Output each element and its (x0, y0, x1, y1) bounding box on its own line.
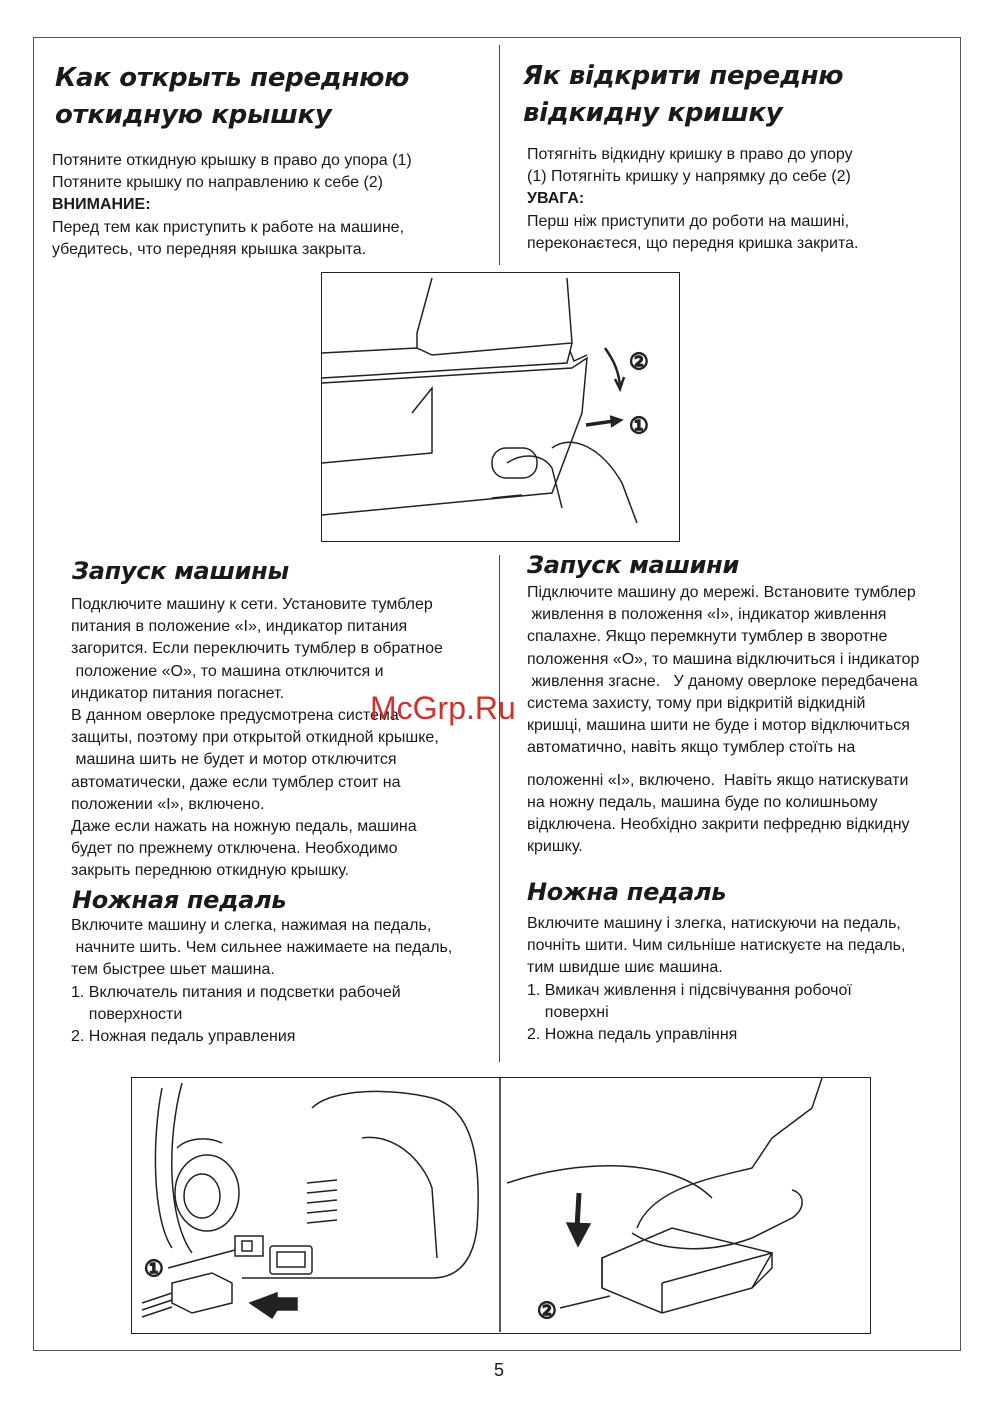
text-line: Потяните откидную крышку в право до упора (1) (52, 152, 412, 169)
text-line: 2. Ножна педаль управління (527, 1025, 738, 1043)
uk-cover-text (527, 144, 858, 255)
title-line: Как открыть переднюю (55, 63, 410, 93)
text-line: загорится. Если переключить тумблер в обратное (71, 640, 443, 658)
text-line: положення «O», то машина відключиться і індикатор (527, 650, 920, 668)
title-line: откидную крышку (55, 100, 332, 130)
uk-pedal-text (527, 913, 905, 1046)
text-line: 2. Ножная педаль управления (71, 1027, 296, 1045)
callout-2: ② (629, 350, 649, 375)
ru-cover-title (55, 60, 409, 134)
front-cover-illustration (321, 272, 680, 542)
page-number: 5 (494, 1360, 505, 1380)
text-line: кришку. (527, 838, 583, 856)
callout-1: ① (629, 414, 649, 439)
text-line: кришці, машина шити не буде і мотор відключиться (527, 717, 910, 735)
text-line: 1. Вмикач живлення і підсвічування робочої (527, 981, 852, 999)
warning-label: ВНИМАНИЕ: (52, 196, 151, 214)
text-line: Даже если нажать на ножную педаль, машина (71, 817, 417, 835)
text-line: автоматично, навіть якщо тумблер стоїть на (527, 739, 856, 757)
text-line: будет по прежнему отключена. Необходимо (71, 840, 398, 858)
text-line: живлення в положення «I», індикатор живлення (527, 606, 887, 624)
ru-start-title: Запуск машины (72, 557, 289, 585)
text-line: Включите машину і злегка, натискуючи на педаль, (527, 915, 901, 932)
uk-cover-title (523, 58, 843, 132)
watermark: McGrp.Ru (370, 690, 516, 726)
uk-start-text (527, 582, 919, 858)
text-line: начните шить. Чем сильнее нажимаете на педаль, (71, 939, 453, 957)
callout-2: ② (537, 1299, 557, 1324)
text-line: положение «O», то машина отключится и (71, 662, 384, 680)
bottom-illustrations (131, 1077, 871, 1334)
text-line: убедитесь, что передняя крышка закрыта. (52, 240, 367, 258)
text-line: положенні «I», включено. Навіть якщо натискувати (527, 771, 909, 789)
text-line: система захисту, тому при відкритій відкидній (527, 694, 866, 712)
warning-label: УВАГА: (527, 190, 585, 208)
text-line: поверхні (527, 1003, 609, 1021)
text-line: Включите машину и слегка, нажимая на педаль, (71, 917, 432, 934)
text-line: (1) Потягніть кришку у напрямку до себе (2) (527, 168, 851, 186)
text-line: переконаєтеся, що передня кришка закрита. (527, 234, 859, 252)
column-divider (499, 45, 500, 265)
ru-start-text (71, 594, 443, 882)
uk-pedal-title: Ножна педаль (527, 878, 727, 906)
text-line: закрыть переднюю откидную крышку. (71, 862, 350, 880)
column-divider (499, 555, 500, 1062)
text-line: Перш ніж приступити до роботи на машині, (527, 212, 850, 230)
text-line: машина шить не будет и мотор отключится (71, 751, 397, 769)
text-line: Потяните крышку по направлению к себе (2) (52, 174, 383, 192)
text-line: автоматически, даже если тумблер стоит на (71, 773, 401, 791)
text-line: питания в положение «I», индикатор питания (71, 618, 408, 636)
text-line: защиты, поэтому при открытой откидной крышке, (71, 729, 439, 747)
ru-pedal-title: Ножная педаль (72, 886, 287, 914)
text-line: В данном оверлоке предусмотрена система (71, 706, 399, 724)
text-line: почніть шити. Чим сильніше натискуєте на педаль, (527, 937, 906, 955)
ru-cover-text (52, 150, 412, 261)
text-line: спалахне. Якщо перемкнути тумблер в зворотне (527, 628, 888, 646)
text-line: Перед тем как приступить к работе на машине, (52, 218, 405, 236)
text-line: на ножну педаль, машина буде по колишньому (527, 793, 878, 811)
text-line: 1. Включатель питания и подсветки рабочей (71, 983, 401, 1001)
title-line: відкидну кришку (523, 98, 783, 128)
ru-pedal-text (71, 915, 452, 1048)
text-line: Потягніть відкидну кришку в право до упору (527, 146, 853, 163)
text-line: поверхности (71, 1005, 183, 1023)
text-line: тем быстрее шьет машина. (71, 961, 275, 979)
text-line: положении «I», включено. (71, 795, 265, 813)
callout-1: ① (144, 1257, 164, 1282)
text-line: индикатор питания погаснет. (71, 684, 285, 702)
title-line: Як відкрити передню (523, 61, 844, 91)
text-line: Подключите машину к сети. Установите тумблер (71, 596, 433, 613)
text-line: відключена. Необхідно закрити пефредню відкидну (527, 815, 910, 833)
text-line: Підключите машину до мережі. Встановите тумблер (527, 584, 916, 601)
text-line: тим швидше шиє машина. (527, 959, 723, 977)
uk-start-title: Запуск машини (527, 551, 739, 579)
text-line: живлення згасне. У даному оверлоке передбачена (527, 672, 918, 690)
